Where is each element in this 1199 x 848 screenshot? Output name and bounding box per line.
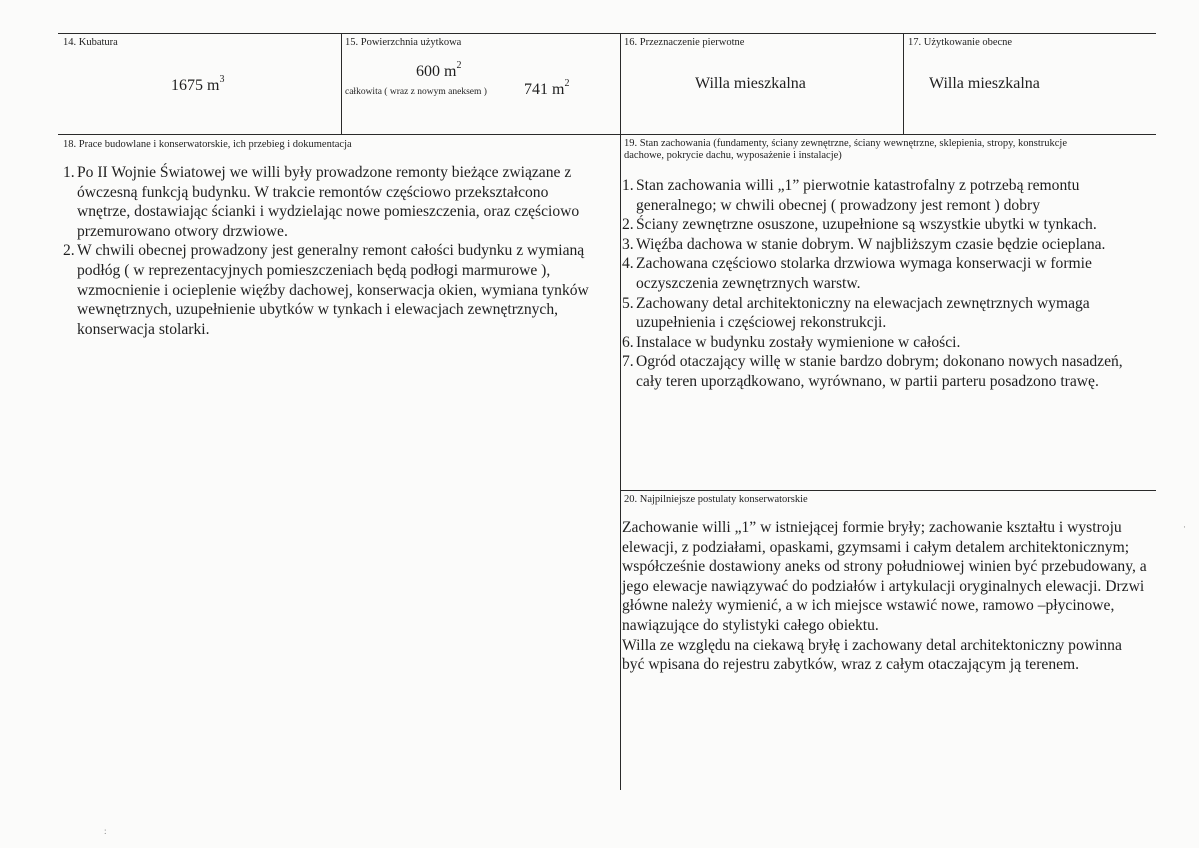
powierzchnia-total-label: całkowita ( wraz z nowym aneksem ) <box>345 87 487 97</box>
powierzchnia-total-number: 741 m <box>524 81 565 98</box>
postulaty-label: 20. Najpilniejsze postulaty konserwatorskie <box>624 494 808 505</box>
list-item <box>63 163 603 241</box>
przeznaczenie-value: Willa mieszkalna <box>695 75 806 92</box>
list-item-number: 1. <box>63 164 75 181</box>
list-item-text: Po II Wojnie Światowej we willi były prowadzone remonty bieżące związane z ówczesną funkcją budynku. W trakcie remontów częściowo przekształcono wnętrze, dostawiając ścianki i wydzielając nowe pomieszczenia, oraz częściowo przemurowano otwory drzwiowe. <box>77 164 580 240</box>
powierzchnia-total-exponent: 2 <box>564 78 570 89</box>
powierzchnia-exponent: 2 <box>456 60 462 71</box>
list-item-text: Zachowany detal architektoniczny na elewacjach zewnętrznych wymaga uzupełnienia i częściowej rekonstrukcji. <box>636 294 1090 332</box>
prace-list <box>63 163 603 339</box>
uzytkowanie-value: Willa mieszkalna <box>929 75 1040 92</box>
col-divider-2 <box>620 33 621 790</box>
list-item <box>622 352 1147 391</box>
list-item <box>622 215 1147 235</box>
list-item-text: Ogród otaczający willę w stanie bardzo dobrym; dokonano nowych nasadzeń, cały teren uporządkowano, wyrównano, w partii parteru posadzono trawę. <box>636 353 1123 390</box>
list-item-number: 2. <box>622 216 634 234</box>
list-item-number: 4. <box>622 255 634 273</box>
list-item-text: Ściany zewnętrzne osuszone, uzupełnione są wszystkie ubytki w tynkach. <box>636 216 1097 234</box>
powierzchnia-total-value <box>524 80 569 99</box>
scan-speck: : <box>104 826 107 836</box>
list-item <box>622 235 1147 255</box>
list-item-number: 6. <box>622 333 634 351</box>
postulaty-paragraph: Zachowanie willi „1” w istniejącej formie bryły; zachowanie kształtu i wystroju elewacji, z podziałami, opaskami, gzymsami i całym detalem architektonicznym; współcześnie dostawiony aneks od strony południowej winien być przebudowany, a jego elewacje nawiązywać do podziałów i artykulacji oryginalnych elewacji. Drzwi główne należy wymienić, a w ich miejsce wstawić nowe, ramowo –płycinowe, nawiązujące do stylistyki całego obiektu. <box>622 519 1147 634</box>
list-item <box>63 241 603 339</box>
prace-label: 18. Prace budowlane i konserwatorskie, ich przebieg i dokumentacja <box>63 139 352 150</box>
list-item <box>622 294 1147 333</box>
stan-list <box>622 176 1147 392</box>
list-item-text: Więźba dachowa w stanie dobrym. W najbliższym czasie będzie ocieplana. <box>636 235 1106 253</box>
powierzchnia-value <box>416 62 461 81</box>
kubatura-number: 1675 m <box>171 77 220 94</box>
top-border <box>58 33 1156 34</box>
section-19-20-divider <box>620 490 1156 491</box>
stan-label: 19. Stan zachowania (fundamenty, ściany zewnętrzne, ściany wewnętrzne, sklepienia, stropy, konstrukcje dachowe, pokrycie dachu, wyposażenie i instalacje) <box>624 138 1067 161</box>
postulaty-paragraph: Willa ze względu na ciekawą bryłę i zachowany detal architektoniczny powinna być wpisana do rejestru zabytków, wraz z całym otaczającym ją terenem. <box>622 636 1122 674</box>
list-item-text: Stan zachowania willi „1” pierwotnie katastrofalny z potrzebą remontu generalnego; w chwili obecnej ( prowadzony jest remont ) dobry <box>636 177 1080 214</box>
list-item-text: Instalace w budynku zostały wymienione w całości. <box>636 333 961 351</box>
list-item-number: 3. <box>622 235 634 253</box>
list-item-number: 5. <box>622 294 634 312</box>
list-item <box>622 333 1147 353</box>
scan-speck: · <box>1183 522 1186 532</box>
list-item-number: 2. <box>63 242 75 260</box>
list-item-number: 7. <box>622 353 634 371</box>
list-item-text: W chwili obecnej prowadzony jest generalny remont całości budynku z wymianą podłóg ( w reprezentacyjnych pomieszczeniach będą podłogi marmurowe ), wzmocnienie i ocieplenie więźby dachowej, konserwacja okien, wymiana tynków wewnętrznych, uzupełnienie ubytków w tynkach i elewacjach zewnętrznych, konserwacja stolarki. <box>77 242 589 338</box>
list-item <box>622 254 1147 293</box>
powierzchnia-number: 600 m <box>416 63 457 80</box>
uzytkowanie-label: 17. Użytkowanie obecne <box>908 37 1013 48</box>
powierzchnia-label: 15. Powierzchnia użytkowa <box>345 37 462 48</box>
kubatura-label: 14. Kubatura <box>63 37 118 48</box>
kubatura-value <box>171 76 224 95</box>
postulaty-text <box>622 518 1147 675</box>
list-item <box>622 176 1147 215</box>
col-divider-3 <box>903 33 904 134</box>
kubatura-exponent: 3 <box>219 74 225 85</box>
list-item-text: Zachowana częściowo stolarka drzwiowa wymaga konserwacji w formie oczyszczenia zewnętrznych warstw. <box>636 255 1092 292</box>
list-item-number: 1. <box>622 177 634 194</box>
col-divider-1 <box>341 33 342 134</box>
przeznaczenie-label: 16. Przeznaczenie pierwotne <box>624 37 745 48</box>
row-divider <box>58 134 1156 135</box>
